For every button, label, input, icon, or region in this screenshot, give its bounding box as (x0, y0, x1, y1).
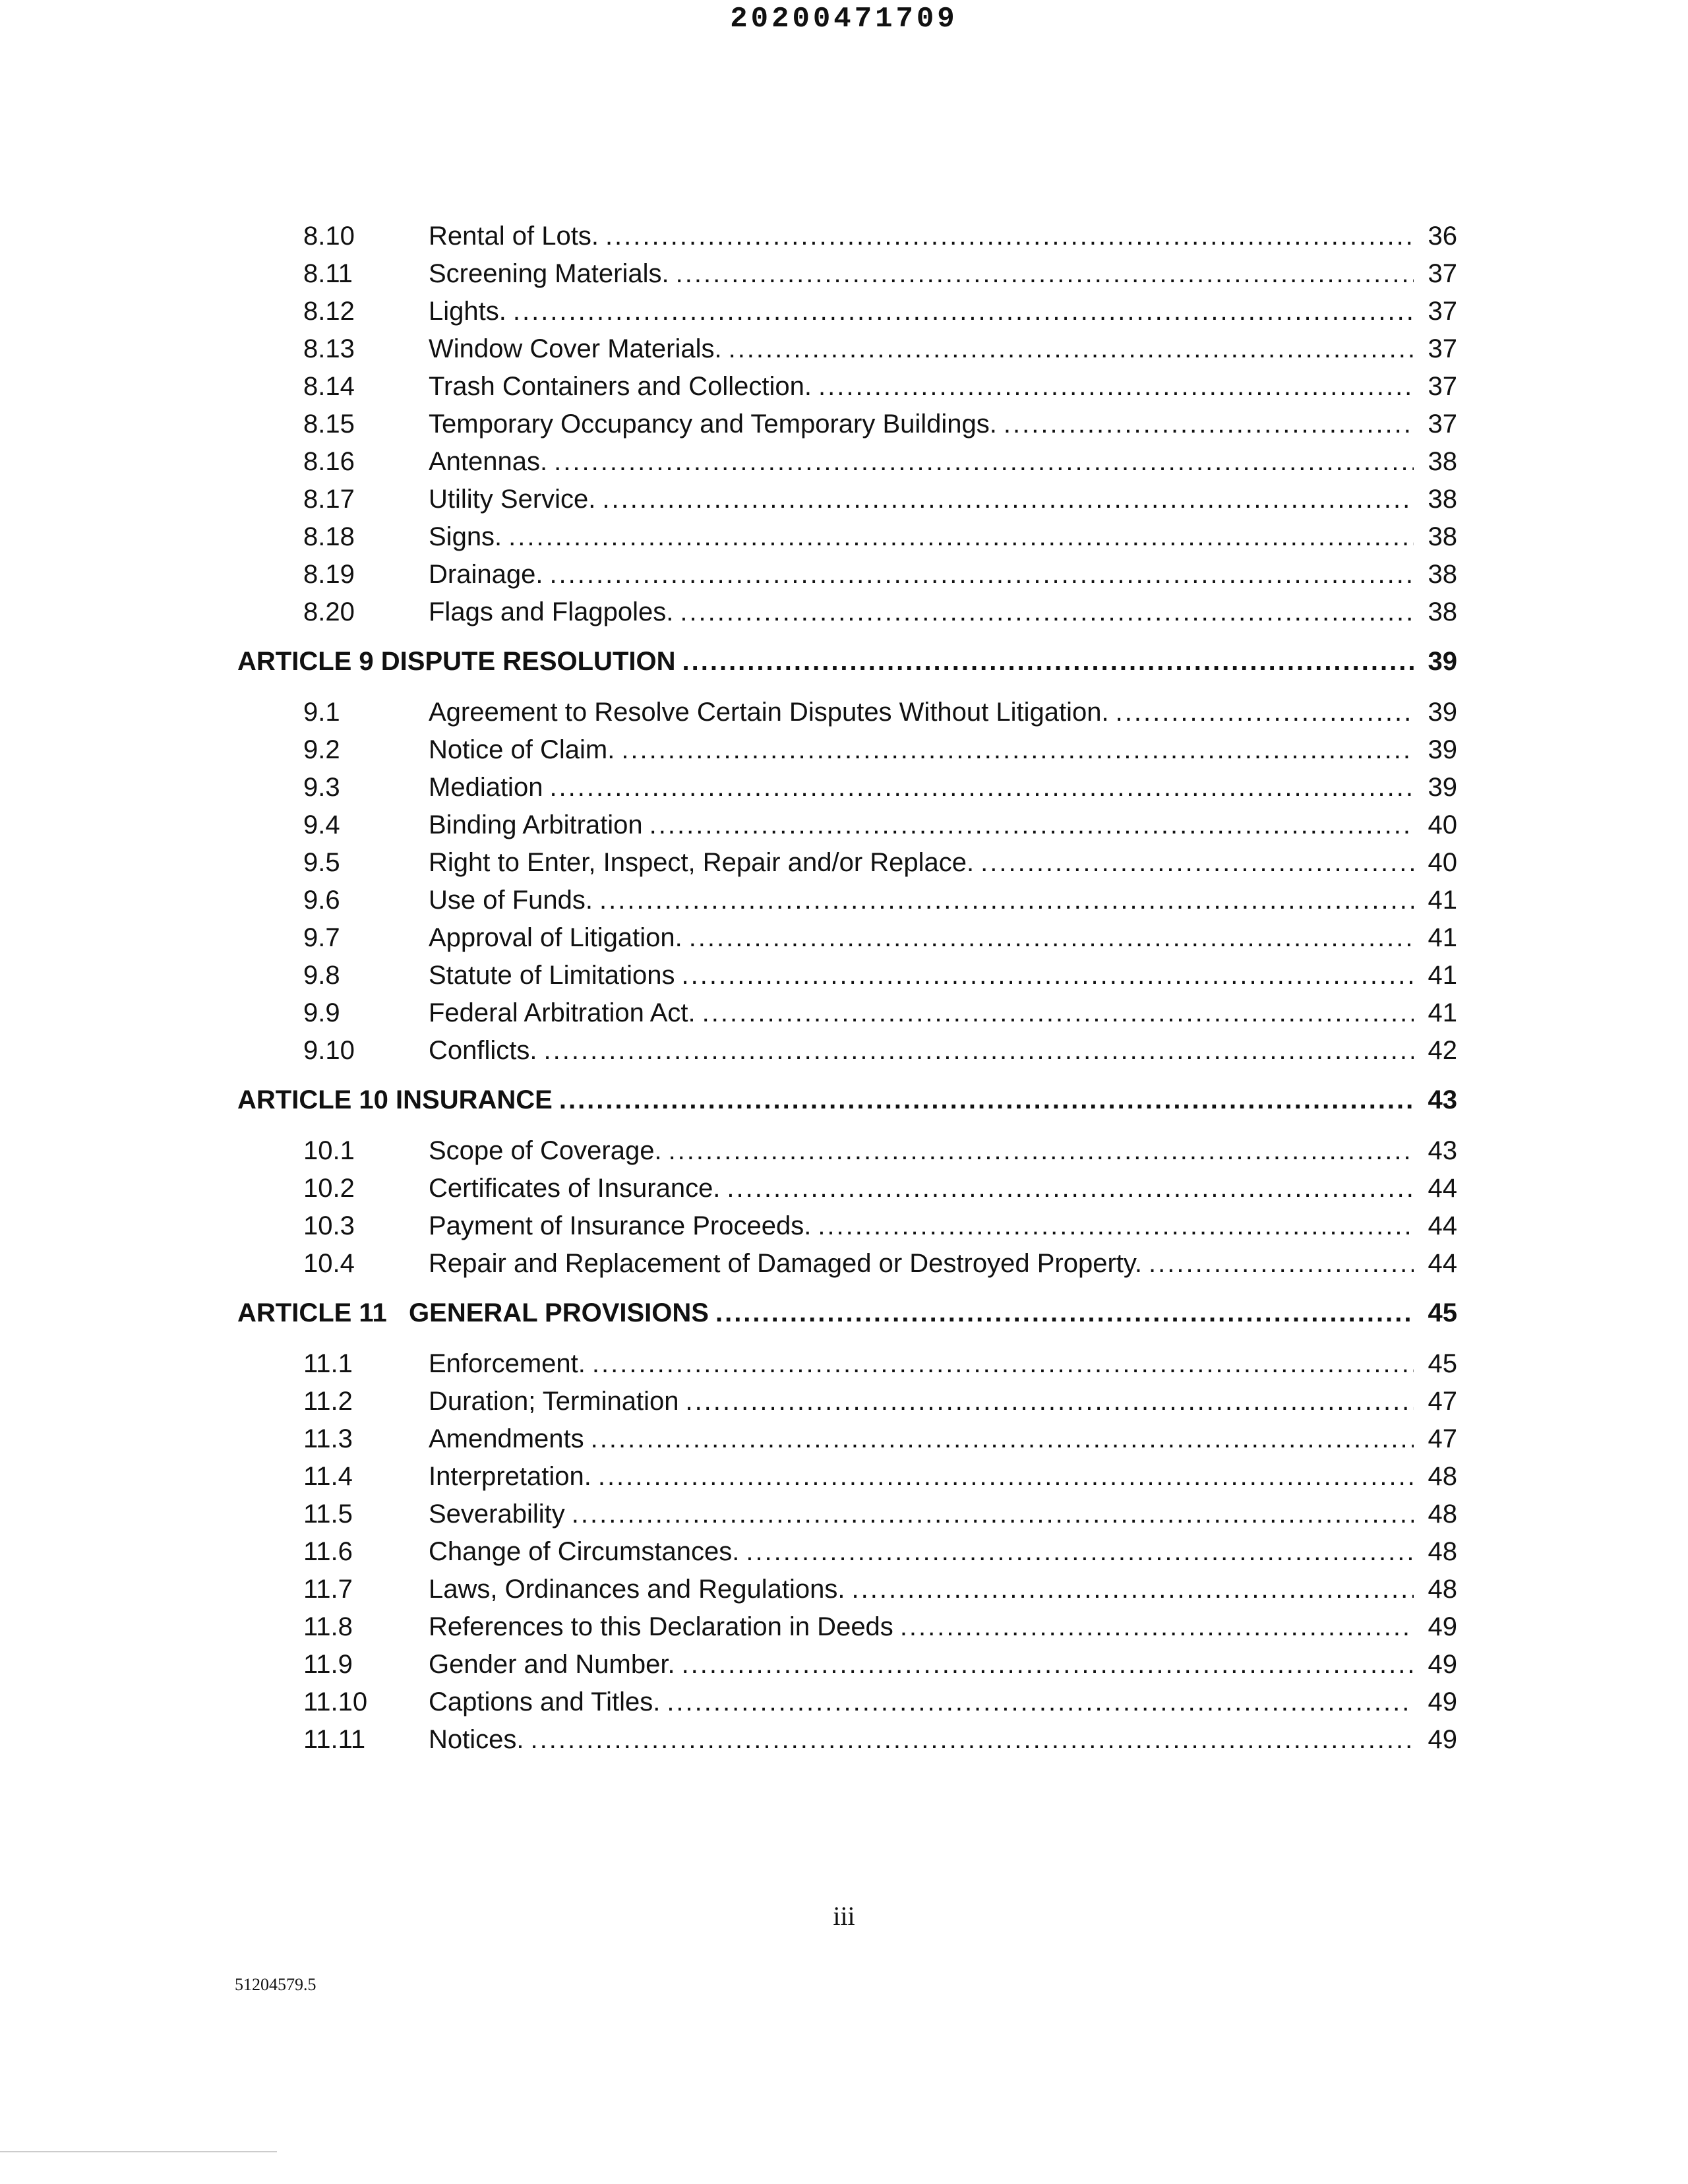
toc-entry (237, 1533, 1457, 1571)
dot-leader (554, 443, 1414, 481)
section-number: 11.3 (303, 1424, 353, 1453)
toc-entry (237, 1458, 1457, 1496)
section-title: References to this Declaration in Deeds (429, 1612, 893, 1641)
section-title: Notices. (429, 1725, 524, 1754)
section-title: Utility Service. (429, 485, 596, 514)
article-heading-10 (237, 1081, 1457, 1119)
article-title: ARTICLE 11 GENERAL PROVISIONS (237, 1298, 709, 1327)
section-number: 11.4 (303, 1462, 353, 1491)
dot-leader (605, 218, 1414, 255)
page-number: 44 (1428, 1211, 1457, 1240)
dot-leader (980, 844, 1414, 882)
section-number: 11.11 (303, 1725, 366, 1754)
dot-leader (559, 1081, 1414, 1119)
toc-entry (237, 1345, 1457, 1383)
toc-entry (237, 481, 1457, 518)
page-number: 39 (1428, 735, 1457, 764)
toc-entry (237, 731, 1457, 769)
toc-entry (237, 1383, 1457, 1420)
section-number: 9.3 (303, 773, 340, 802)
section-number: 9.10 (303, 1036, 355, 1065)
page-number: 48 (1428, 1537, 1457, 1566)
page-number: 38 (1428, 447, 1457, 476)
dot-leader (572, 1496, 1414, 1533)
section-number: 11.10 (303, 1687, 368, 1716)
section-number: 9.1 (303, 698, 340, 727)
section-number: 9.8 (303, 961, 340, 990)
page-number: 40 (1428, 810, 1457, 839)
table-of-contents (237, 218, 1457, 1759)
dot-leader (689, 919, 1414, 957)
section-number: 9.9 (303, 998, 340, 1027)
section-number: 8.17 (303, 485, 355, 514)
page-number: 37 (1428, 372, 1457, 401)
page-number: 47 (1428, 1387, 1457, 1416)
section-title: Window Cover Materials. (429, 334, 722, 363)
section-number: 9.6 (303, 886, 340, 915)
page-number: 49 (1428, 1612, 1457, 1641)
toc-entry (237, 694, 1457, 731)
page-number: 37 (1428, 259, 1457, 288)
page-number: 38 (1428, 485, 1457, 514)
toc-entry (237, 957, 1457, 994)
toc-entry (237, 1132, 1457, 1170)
dot-leader (513, 293, 1414, 330)
dot-leader (592, 1345, 1414, 1383)
toc-entry (237, 769, 1457, 806)
toc-entry (237, 218, 1457, 255)
section-title: Federal Arbitration Act. (429, 998, 696, 1027)
dot-leader (685, 1383, 1414, 1420)
toc-entry (237, 1496, 1457, 1533)
page-number: 45 (1428, 1298, 1457, 1327)
section-title: Change of Circumstances. (429, 1537, 740, 1566)
section-title: Antennas. (429, 447, 548, 476)
section-title: Use of Funds. (429, 886, 593, 915)
section-title: Interpretation. (429, 1462, 591, 1491)
toc-entry (237, 882, 1457, 919)
dot-leader (667, 1684, 1414, 1721)
section-title: Rental of Lots. (429, 222, 599, 251)
page-number: 39 (1428, 698, 1457, 727)
page-number: 39 (1428, 773, 1457, 802)
page-number: 43 (1428, 1085, 1457, 1114)
dot-leader (549, 556, 1414, 593)
section-number: 9.2 (303, 735, 340, 764)
section-title: Repair and Replacement of Damaged or Destroyed Property. (429, 1249, 1143, 1278)
toc-entry (237, 556, 1457, 593)
article-title: ARTICLE 9 DISPUTE RESOLUTION (237, 647, 676, 676)
dot-leader (1116, 694, 1414, 731)
section-number: 11.5 (303, 1500, 353, 1529)
section-title: Enforcement. (429, 1349, 586, 1378)
page-number: 38 (1428, 560, 1457, 589)
toc-entry (237, 368, 1457, 406)
toc-entry (237, 994, 1457, 1032)
dot-leader (649, 806, 1414, 844)
toc-entry (237, 518, 1457, 556)
section-number: 8.16 (303, 447, 355, 476)
toc-entry (237, 593, 1457, 631)
toc-entry (237, 1245, 1457, 1283)
dot-leader (682, 643, 1414, 681)
article-title: ARTICLE 10 INSURANCE (237, 1085, 553, 1114)
toc-entry (237, 1684, 1457, 1721)
section-title: Laws, Ordinances and Regulations. (429, 1575, 845, 1604)
toc-entry (237, 293, 1457, 330)
toc-entry (237, 806, 1457, 844)
toc-entry (237, 844, 1457, 882)
toc-entry (237, 1420, 1457, 1458)
dot-leader (598, 1458, 1414, 1496)
page-number: 45 (1428, 1349, 1457, 1378)
section-title: Right to Enter, Inspect, Repair and/or Replace. (429, 848, 975, 877)
section-title: Binding Arbitration (429, 810, 643, 839)
section-title: Approval of Litigation. (429, 923, 682, 952)
section-title: Notice of Claim. (429, 735, 615, 764)
toc-entry (237, 1721, 1457, 1759)
page-number: 43 (1428, 1136, 1457, 1165)
page-number: 47 (1428, 1424, 1457, 1453)
scan-edge-rule (0, 2151, 277, 2152)
section-title: Certificates of Insurance. (429, 1174, 721, 1203)
section-title: Conflicts. (429, 1036, 537, 1065)
dot-leader (818, 368, 1414, 406)
dot-leader (544, 1032, 1414, 1070)
dot-leader (508, 518, 1414, 556)
dot-leader (676, 255, 1414, 293)
dot-leader (746, 1533, 1414, 1571)
section-number: 9.5 (303, 848, 340, 877)
dot-leader (900, 1608, 1414, 1646)
document-id: 51204579.5 (235, 1975, 316, 1994)
section-number: 8.15 (303, 410, 355, 439)
dot-leader (1004, 406, 1414, 443)
section-number: 10.2 (303, 1174, 355, 1203)
toc-entry (237, 1207, 1457, 1245)
toc-entry (237, 255, 1457, 293)
dot-leader (621, 731, 1414, 769)
page-number: 41 (1428, 886, 1457, 915)
section-title: Flags and Flagpoles. (429, 597, 674, 626)
dot-leader (682, 957, 1414, 994)
section-title: Duration; Termination (429, 1387, 679, 1416)
page-number: 37 (1428, 410, 1457, 439)
section-number: 11.1 (303, 1349, 353, 1378)
article-heading-9 (237, 643, 1457, 681)
document-number: 20200471709 (730, 3, 958, 36)
dot-leader (851, 1571, 1414, 1608)
page-number: 36 (1428, 222, 1457, 251)
section-number: 8.20 (303, 597, 355, 626)
section-title: Amendments (429, 1424, 584, 1453)
section-title: Signs. (429, 522, 502, 551)
section-title: Payment of Insurance Proceeds. (429, 1211, 812, 1240)
dot-leader (591, 1420, 1414, 1458)
page-number: 49 (1428, 1687, 1457, 1716)
toc-group-10 (237, 1132, 1457, 1283)
page-number: 48 (1428, 1462, 1457, 1491)
section-number: 9.7 (303, 923, 340, 952)
section-number: 8.10 (303, 222, 355, 251)
dot-leader (549, 769, 1414, 806)
dot-leader (702, 994, 1414, 1032)
section-title: Statute of Limitations (429, 961, 675, 990)
page-number: 48 (1428, 1500, 1457, 1529)
page-number: 42 (1428, 1036, 1457, 1065)
section-title: Screening Materials. (429, 259, 669, 288)
page-number: 37 (1428, 334, 1457, 363)
page-number: 37 (1428, 297, 1457, 326)
page-folio: iii (833, 1901, 855, 1931)
page-number: 41 (1428, 961, 1457, 990)
section-number: 11.6 (303, 1537, 353, 1566)
page-number: 39 (1428, 647, 1457, 676)
section-title: Severability (429, 1500, 565, 1529)
toc-entry (237, 919, 1457, 957)
dot-leader (680, 593, 1414, 631)
section-number: 8.12 (303, 297, 355, 326)
section-number: 8.14 (303, 372, 355, 401)
page-number: 41 (1428, 998, 1457, 1027)
section-number: 10.1 (303, 1136, 355, 1165)
section-title: Agreement to Resolve Certain Disputes Without Litigation. (429, 698, 1109, 727)
section-number: 11.2 (303, 1387, 353, 1416)
dot-leader (818, 1207, 1414, 1245)
dot-leader (715, 1294, 1414, 1332)
section-title: Temporary Occupancy and Temporary Buildings. (429, 410, 997, 439)
section-number: 9.4 (303, 810, 340, 839)
section-title: Mediation (429, 773, 543, 802)
toc-entry (237, 1646, 1457, 1684)
page-number: 48 (1428, 1575, 1457, 1604)
dot-leader (531, 1721, 1414, 1759)
section-title: Gender and Number. (429, 1650, 675, 1679)
dot-leader (599, 882, 1414, 919)
section-number: 8.11 (303, 259, 353, 288)
toc-group-9 (237, 694, 1457, 1070)
section-number: 11.9 (303, 1650, 353, 1679)
dot-leader (682, 1646, 1414, 1684)
section-number: 10.3 (303, 1211, 355, 1240)
toc-entry (237, 330, 1457, 368)
toc-entry (237, 443, 1457, 481)
toc-group-11 (237, 1345, 1457, 1759)
page-number: 49 (1428, 1650, 1457, 1679)
section-number: 8.13 (303, 334, 355, 363)
section-number: 8.18 (303, 522, 355, 551)
article-heading-11 (237, 1294, 1457, 1332)
section-number: 11.7 (303, 1575, 353, 1604)
page-number: 49 (1428, 1725, 1457, 1754)
toc-entry (237, 1170, 1457, 1207)
page-number: 38 (1428, 522, 1457, 551)
page-number: 41 (1428, 923, 1457, 952)
section-title: Drainage. (429, 560, 543, 589)
dot-leader (602, 481, 1414, 518)
toc-entry (237, 1608, 1457, 1646)
section-number: 8.19 (303, 560, 355, 589)
section-number: 11.8 (303, 1612, 353, 1641)
dot-leader (1149, 1245, 1414, 1283)
section-title: Captions and Titles. (429, 1687, 661, 1716)
section-number: 10.4 (303, 1249, 355, 1278)
section-title: Trash Containers and Collection. (429, 372, 812, 401)
page-number: 44 (1428, 1249, 1457, 1278)
toc-entry (237, 1571, 1457, 1608)
dot-leader (669, 1132, 1414, 1170)
dot-leader (729, 330, 1414, 368)
section-title: Scope of Coverage. (429, 1136, 662, 1165)
page-number: 44 (1428, 1174, 1457, 1203)
dot-leader (727, 1170, 1414, 1207)
toc-entry (237, 1032, 1457, 1070)
page-number: 40 (1428, 848, 1457, 877)
section-title: Lights. (429, 297, 506, 326)
toc-group-8 (237, 218, 1457, 631)
page-number: 38 (1428, 597, 1457, 626)
toc-entry (237, 406, 1457, 443)
